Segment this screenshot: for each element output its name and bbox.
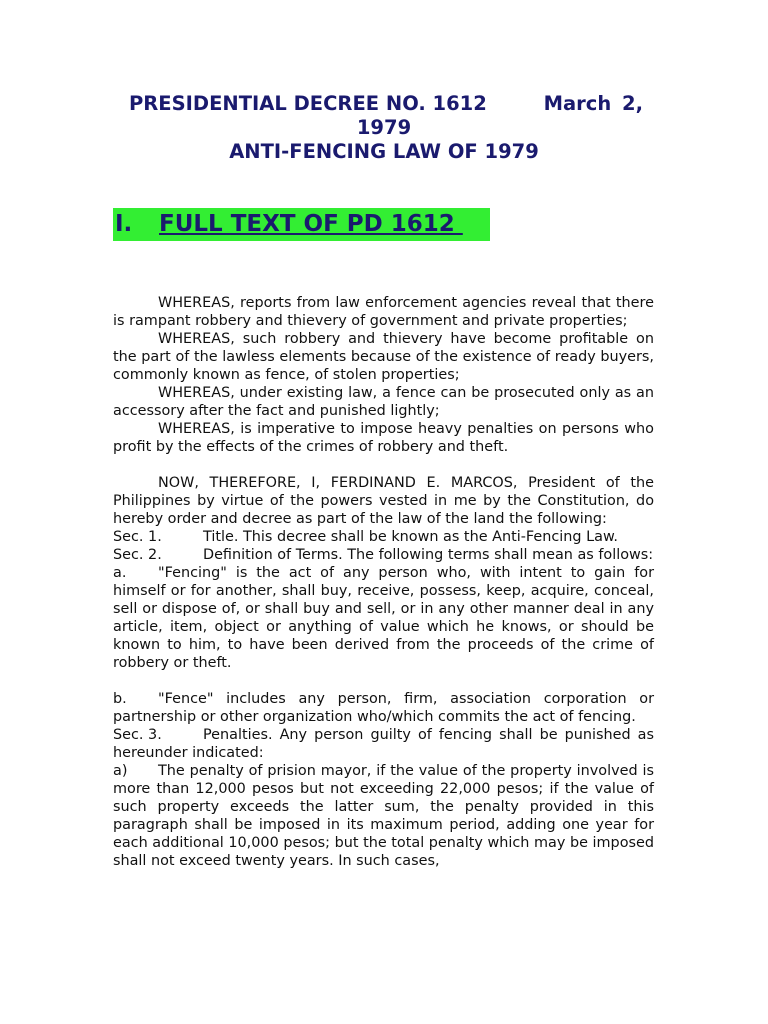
title-line-1	[113, 92, 655, 116]
section-1-label: Sec. 1.	[113, 529, 162, 545]
law-name: ANTI-FENCING LAW OF 1979	[229, 140, 539, 163]
whereas-clause-3: WHEREAS, under existing law, a fence can be prosecuted only as an accessory after the fact and punished lightly;	[113, 385, 654, 419]
whereas-clause-1: WHEREAS, reports from law enforcement agencies reveal that there is rampant robbery and thievery of government and private properties;	[113, 295, 654, 329]
definition-a-text: "Fencing" is the act of any person who, with intent to gain for himself or for another, shall buy, receive, possess, keep, acquire, conceal, sell or dispose of, or shall buy and sell, or in any other manner deal in any article, item, object or anything of value which he knows, or should be known to him, to have been derived from the proceeds of the crime of robbery or theft.	[113, 565, 654, 671]
paragraph-spacer	[113, 672, 654, 690]
decree-date: March 2,	[543, 92, 643, 115]
section-2	[113, 546, 654, 564]
penalty-a	[113, 762, 654, 870]
section-2-label: Sec. 2.	[113, 547, 162, 563]
whereas-clause-4: WHEREAS, is imperative to impose heavy penalties on persons who profit by the effects of the crimes of robbery and theft.	[113, 421, 654, 455]
section-title: FULL TEXT OF PD 1612	[159, 211, 463, 237]
whereas-clause-2: WHEREAS, such robbery and thievery have become profitable on the part of the lawless elements because of the existence of ready buyers, commonly known as fence, of stolen properties;	[113, 331, 654, 383]
section-2-text: Definition of Terms. The following terms shall mean as follows:	[203, 547, 654, 563]
penalty-a-label: a)	[113, 763, 128, 779]
decree-year: 1979	[356, 116, 412, 139]
definition-b	[113, 690, 654, 726]
definition-a	[113, 564, 654, 672]
definition-b-text: "Fence" includes any person, firm, association corporation or partnership or other organization who/which commits the act of fencing.	[113, 691, 654, 725]
section-3-text: Penalties. Any person guilty of fencing shall be punished as hereunder indicated:	[113, 727, 654, 761]
decree-body	[113, 294, 654, 870]
section-3-label: Sec. 3.	[113, 727, 162, 743]
definition-a-label: a.	[113, 565, 127, 581]
document-title	[113, 92, 655, 164]
section-1	[113, 528, 654, 546]
definition-b-label: b.	[113, 691, 127, 707]
paragraph-spacer	[113, 456, 654, 474]
penalty-a-text: The penalty of prision mayor, if the value of the property involved is more than 12,000 pesos but not exceeding 22,000 pesos; if the value of such property exceeds the latter sum, the penalty provided in this paragraph shall be imposed in its maximum period, adding one year for each additional 10,000 pesos; but the total penalty which may be imposed shall not exceed twenty years. In such cases,	[113, 763, 654, 869]
section-number: I.	[115, 211, 133, 237]
section-heading	[113, 208, 490, 241]
section-1-text: Title. This decree shall be known as the Anti-Fencing Law.	[203, 529, 618, 545]
enacting-clause: NOW, THEREFORE, I, FERDINAND E. MARCOS, President of the Philippines by virtue of the powers vested in me by the Constitution, do hereby order and decree as part of the law of the land the following:	[113, 475, 654, 527]
section-3	[113, 726, 654, 762]
decree-number: PRESIDENTIAL DECREE NO. 1612	[129, 92, 487, 115]
